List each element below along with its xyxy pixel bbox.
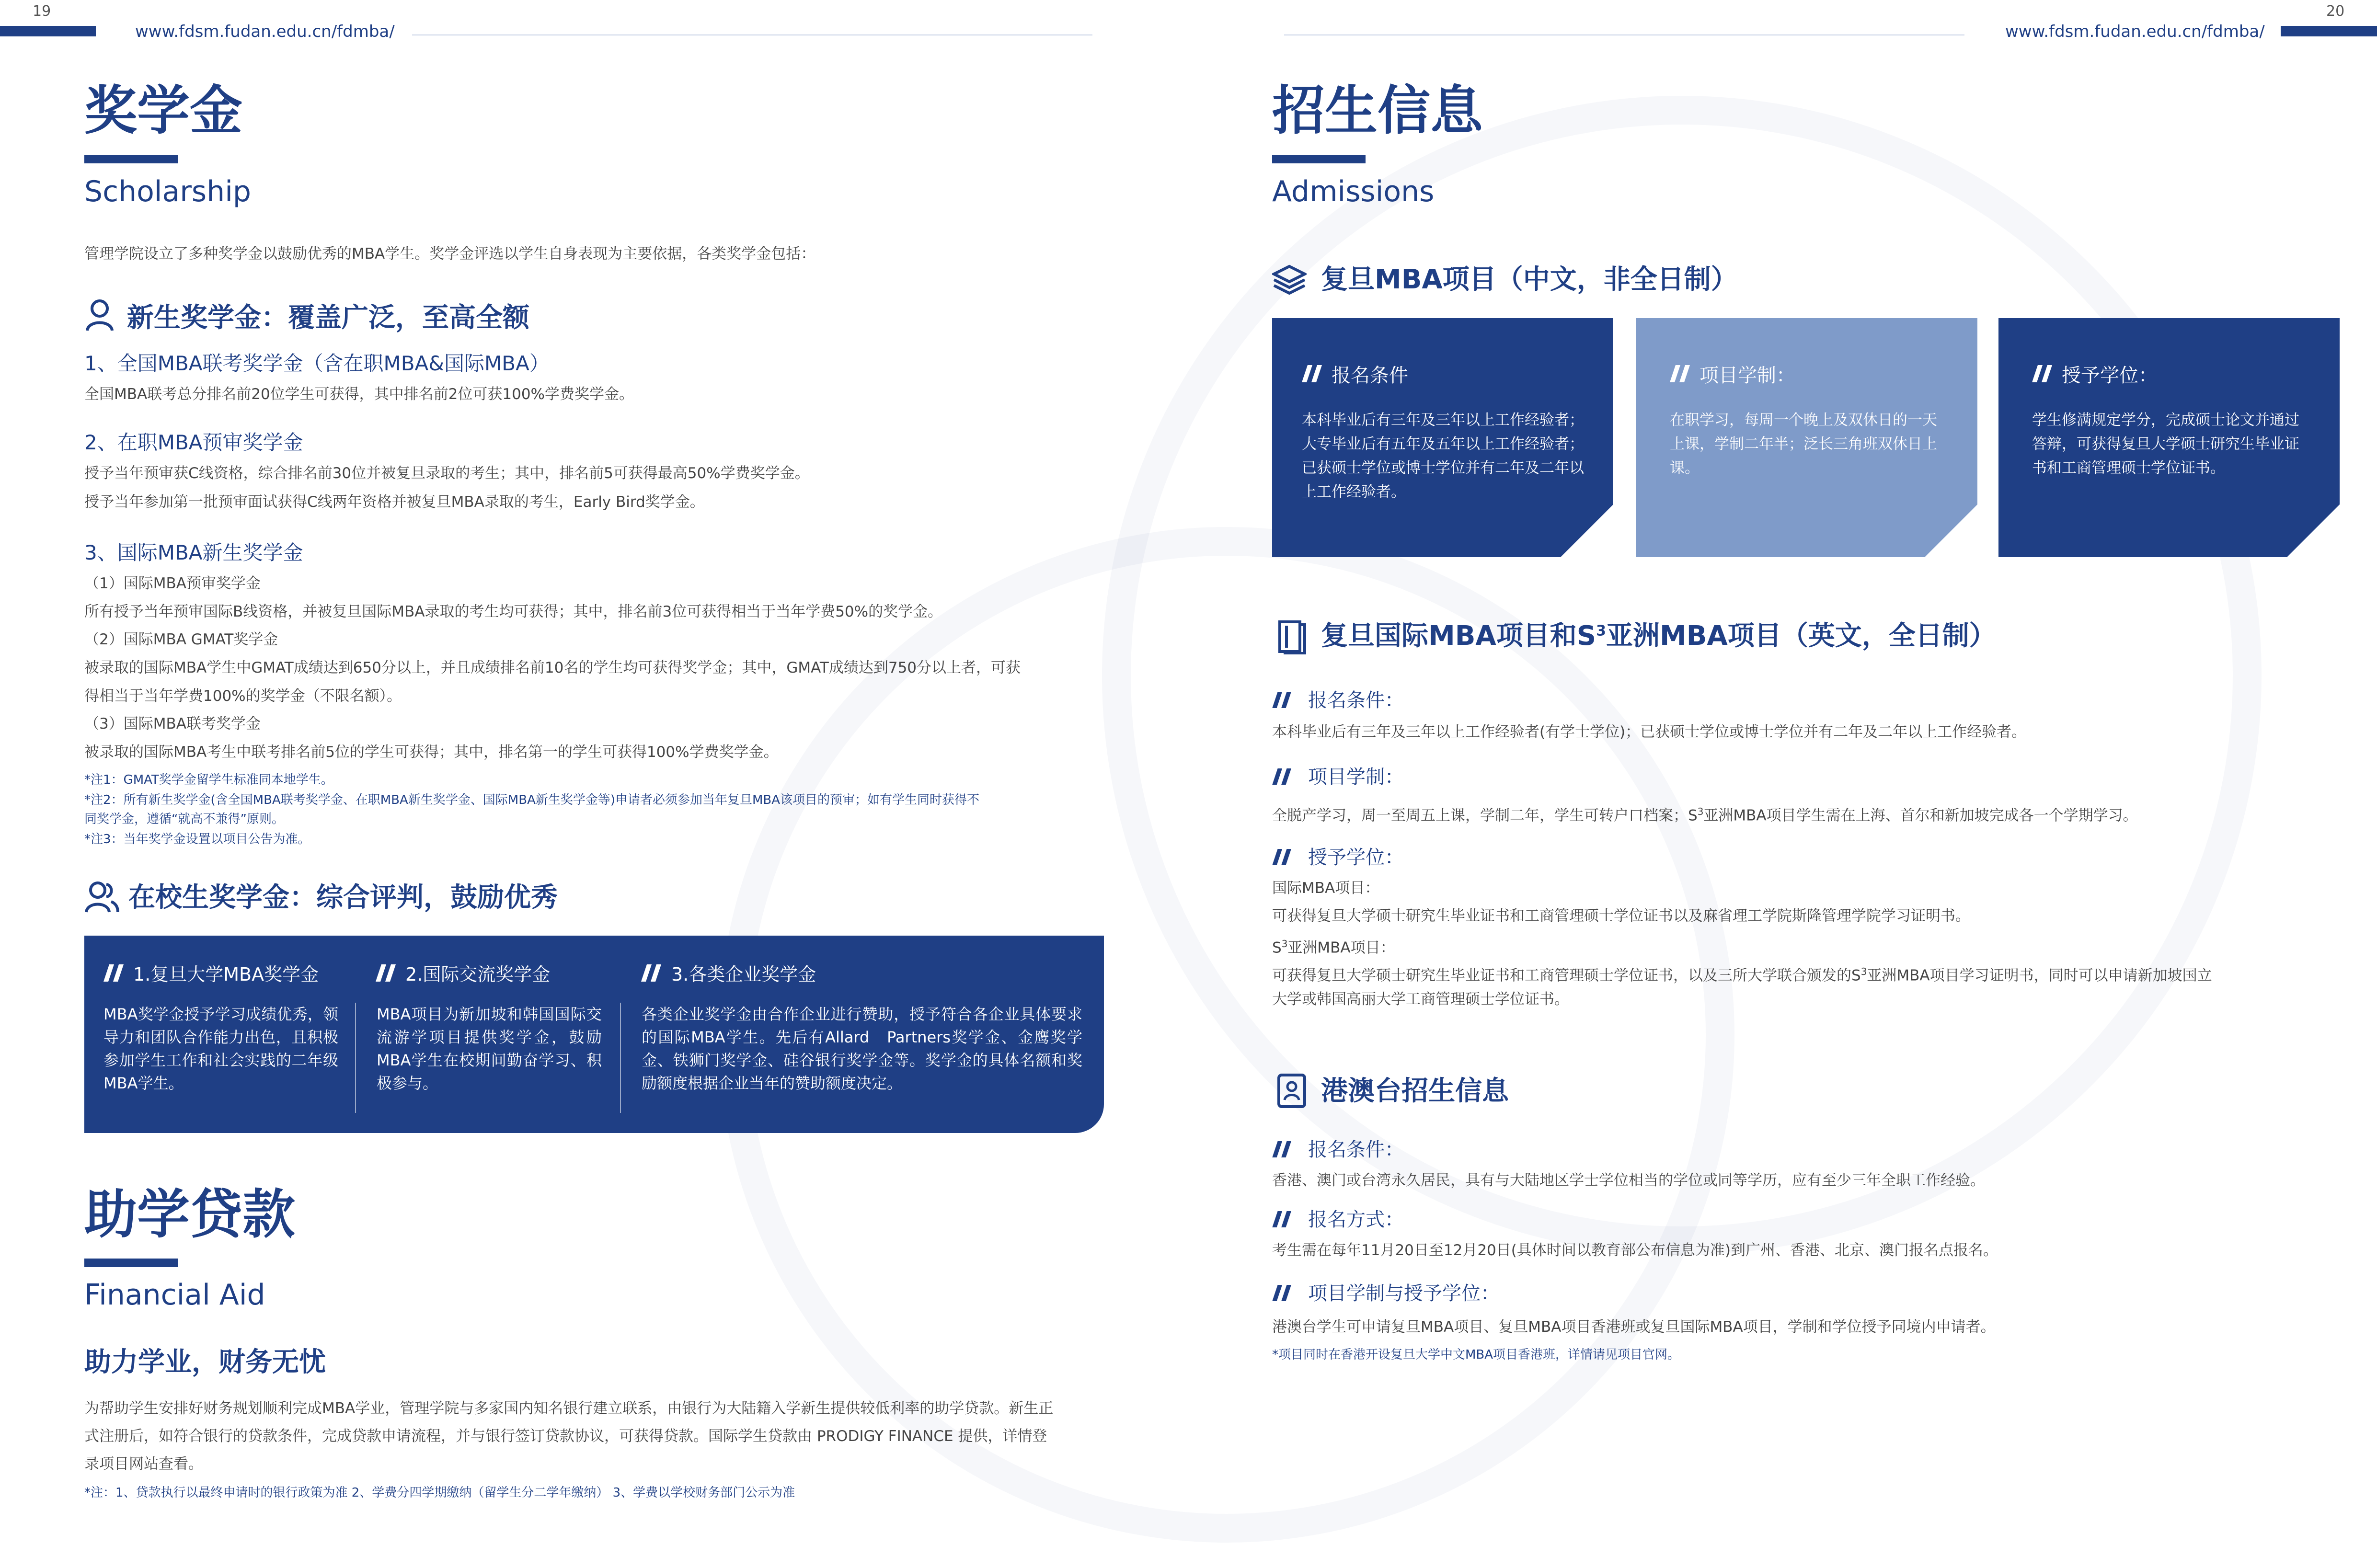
section-text: 授予当年参加第一批预审面试获得C线两年资格并被复旦MBA录取的考生，Early Bird奖学金。	[84, 493, 705, 511]
superscript: 3	[1697, 806, 1704, 817]
title-underline	[1272, 155, 1366, 163]
text-span: 可获得复旦大学硕士研究生毕业证书和工商管理硕士学位证书，以及三所大学联合颁发的S	[1272, 967, 1861, 984]
info-card	[1998, 318, 2340, 557]
column-title: 2.国际交流奖学金	[405, 964, 551, 985]
field-label: 报名方式：	[1308, 1209, 1404, 1231]
new-student-scholarship-heading: 新生奖学金：覆盖广泛，至高全额	[127, 302, 529, 333]
text-span: 亚洲MBA项目学生需在上海、首尔和新加坡完成各一个学期学习。	[1703, 807, 2138, 824]
financial-aid-paragraph: 为帮助学生安排好财务规划顺利完成MBA学业，管理学院与多家国内知名银行建立联系，由银行为大陆籍入学新生提供较低利率的助学贷款。新生正	[84, 1400, 1054, 1417]
slash-icon	[1302, 365, 1324, 382]
card-corner-notch	[1561, 504, 1613, 557]
field-text: 本科毕业后有三年及三年以上工作经验者(有学士学位)；已获硕士学位或博士学位并有二年及二年以上工作经验者。	[1272, 723, 2027, 741]
people-icon	[84, 881, 120, 914]
column-divider	[355, 1003, 356, 1113]
id-card-icon	[1277, 1073, 1307, 1109]
field-text: 考生需在每年11月20日至12月20日(具体时间以教育部公布信息为准)到广州、香港、北京、澳门报名点报名。	[1272, 1242, 1998, 1259]
section-text: 授予当年预审获C线资格，综合排名前30位并被复旦录取的考生；其中，排名前5可获得最高50%学费奖学金。	[84, 465, 810, 482]
slash-icon	[1272, 692, 1293, 708]
column-body: MBA奖学金授予学习成绩优秀，领导力和团队合作能力出色，且积极参加学生工作和社会实践的二年级MBA学生。	[103, 1005, 338, 1092]
text-span: 全脱产学习，周一至周五上课，学制二年，学生可转户口档案；S	[1272, 807, 1698, 824]
info-card	[1272, 318, 1613, 557]
section-title: 2、在职MBA预审奖学金	[84, 431, 303, 454]
sub-title: （3）国际MBA联考奖学金	[84, 715, 261, 732]
intl-program-heading	[1321, 620, 1996, 652]
header-divider-left	[412, 34, 1092, 35]
title-underline	[84, 1259, 178, 1267]
card-title: 报名条件	[1332, 365, 1408, 387]
cn-program-heading: 复旦MBA项目（中文，非全日制）	[1321, 264, 1738, 295]
slash-icon	[103, 964, 126, 982]
column-title: 3.各类企业奖学金	[671, 964, 816, 985]
field-text: 可获得复旦大学硕士研究生毕业证书和工商管理硕士学位证书以及麻省理工学院斯隆管理学院学习证明书。	[1272, 907, 1970, 925]
field-text: 大学或韩国高丽大学工商管理硕士学位证书。	[1272, 991, 1569, 1008]
header-tab-left	[0, 26, 96, 36]
superscript: 3	[1281, 938, 1288, 950]
layers-icon	[1272, 264, 1307, 296]
admissions-title: 招生信息	[1272, 80, 1483, 141]
header-tab-right	[2281, 26, 2377, 36]
column-body: 各类企业奖学金由合作企业进行赞助，授予符合各企业具体要求的国际MBA学生。先后有Allard Partners奖学金、金鹰奖学金、铁狮门奖学金、硅谷银行奖学金等。奖学金的具体名额和奖励额度根据企业当年的赞助额度决定。	[642, 1005, 1082, 1092]
column-divider	[620, 1003, 621, 1113]
hk-program-note: *项目同时在香港开设复旦大学中文MBA项目香港班，详情请见项目官网。	[1272, 1348, 1680, 1362]
section-title: 3、国际MBA新生奖学金	[84, 541, 303, 564]
field-label: 授予学位：	[1308, 847, 1404, 869]
card-body: 本科毕业后有三年及三年以上工作经验者；大专毕业后有五年及五年以上工作经验者；已获硕士学位或博士学位并有二年及二年以上工作经验者。	[1302, 412, 1584, 501]
slash-icon	[1670, 365, 1692, 382]
sub-title: （2）国际MBA GMAT奖学金	[84, 631, 278, 648]
field-label: 项目学制：	[1308, 766, 1404, 788]
current-student-scholarship-panel	[84, 936, 1104, 1133]
financial-aid-title: 助学贷款	[84, 1184, 295, 1245]
field-label: 项目学制与授予学位：	[1308, 1282, 1500, 1305]
column-title: 1.复旦大学MBA奖学金	[133, 964, 319, 985]
heading-text: 亚洲MBA项目（英文，全日制）	[1606, 620, 1996, 652]
title-underline	[84, 155, 178, 163]
hk-program-heading: 港澳台招生信息	[1321, 1076, 1509, 1107]
section-text: 被录取的国际MBA学生中GMAT成绩达到650分以上，并且成绩排名前10名的学生均可获得奖学金；其中，GMAT成绩达到750分以上者，可获	[84, 659, 1021, 676]
field-label: 报名条件：	[1308, 1139, 1404, 1161]
person-icon	[84, 299, 118, 332]
field-text	[1272, 797, 2138, 830]
card-title: 项目学制：	[1699, 365, 1795, 387]
footnote: *注3：当年奖学金设置以项目公告为准。	[84, 832, 310, 847]
field-text: 香港、澳门或台湾永久居民，具有与大陆地区学士学位相当的学位或同等学历，应有至少三年全职工作经验。	[1272, 1172, 1985, 1189]
text-span: S	[1272, 939, 1282, 957]
field-text: 港澳台学生可申请复旦MBA项目、复旦MBA项目香港班或复旦国际MBA项目，学制和学位授予同境内申请者。	[1272, 1318, 1996, 1336]
scholarship-title: 奖学金	[84, 80, 242, 141]
section-text: 全国MBA联考总分排名前20位学生可获得，其中排名前2位可获100%学费奖学金。	[84, 386, 634, 403]
section-text: 所有授予当年预审国际B线资格，并被复旦国际MBA录取的考生均可获得；其中，排名前3位可获得相当于当年学费50%的奖学金。	[84, 603, 943, 620]
slash-icon	[1272, 849, 1293, 865]
financial-aid-heading: 助力学业，财务无忧	[84, 1347, 326, 1378]
footnote: *注1：GMAT奖学金留学生标准同本地学生。	[84, 773, 333, 787]
financial-aid-note: *注：1、贷款执行以最终申请时的银行政策为准 2、学费分四学期缴纳（留学生分二学年缴纳） 3、学费以学校财务部门公示为准	[84, 1486, 795, 1500]
section-text: 得相当于当年学费100%的奖学金（不限名额）。	[84, 687, 402, 705]
footnote: *注2：所有新生奖学金(含全国MBA联考奖学金、在职MBA新生奖学金、国际MBA新生奖学金等)申请者必须参加当年复旦MBA该项目的预审；如有学生同时获得不	[84, 793, 980, 807]
card-body: 学生修满规定学分，完成硕士论文并通过答辩，可获得复旦大学硕士研究生毕业证书和工商管理硕士学位证书。	[2032, 412, 2299, 477]
admissions-subtitle: Admissions	[1272, 175, 1435, 208]
text-span: 亚洲MBA项目学习证明书，同时可以申请新加坡国立	[1867, 967, 2212, 984]
sub-title: 国际MBA项目：	[1272, 880, 1380, 897]
field-label: 报名条件：	[1308, 689, 1404, 711]
slash-icon	[376, 964, 398, 982]
financial-aid-subtitle: Financial Aid	[84, 1278, 265, 1312]
page-number-left: 19	[33, 3, 51, 20]
slash-icon	[1272, 1141, 1293, 1157]
card-corner-notch	[2287, 504, 2340, 557]
financial-aid-paragraph: 录项目网站查看。	[84, 1455, 203, 1473]
header-url-right[interactable]: www.fdsm.fudan.edu.cn/fdmba/	[2005, 22, 2265, 41]
card-body: 在职学习，每周一个晚上及双休日的一天上课，学制二年半；泛长三角班双休日上课。	[1670, 412, 1937, 477]
financial-aid-paragraph: 式注册后，如符合银行的贷款条件，完成贷款申请流程，并与银行签订贷款协议，可获得贷款。国际学生贷款由 PRODIGY FINANCE 提供，详情登	[84, 1428, 1047, 1445]
superscript: 3	[1596, 622, 1606, 640]
current-student-scholarship-heading: 在校生奖学金：综合评判，鼓励优秀	[128, 882, 558, 913]
slash-icon	[2032, 365, 2054, 382]
heading-text: 复旦国际MBA项目和S	[1321, 620, 1596, 652]
slash-icon	[1272, 1285, 1293, 1301]
text-span: 亚洲MBA项目：	[1287, 939, 1395, 957]
section-text: 被录取的国际MBA考生中联考排名前5位的学生可获得；其中，排名第一的学生可获得100%学费奖学金。	[84, 744, 779, 761]
header-url-left[interactable]: www.fdsm.fudan.edu.cn/fdmba/	[135, 22, 395, 41]
slash-icon	[641, 964, 663, 982]
book-icon	[1277, 619, 1308, 654]
card-title: 授予学位：	[2062, 365, 2158, 387]
column-body: MBA项目为新加坡和韩国国际交流游学项目提供奖学金，鼓励MBA学生在校期间勤奋学习、积极参与。	[377, 1005, 602, 1092]
footnote: 同奖学金，遵循“就高不兼得”原则。	[84, 812, 284, 826]
info-card	[1636, 318, 1977, 557]
slash-icon	[1272, 768, 1293, 785]
slash-icon	[1272, 1211, 1293, 1227]
scholarship-intro: 管理学院设立了多种奖学金以鼓励优秀的MBA学生。奖学金评选以学生自身表现为主要依据，各类奖学金包括：	[84, 245, 816, 263]
page-number-right: 20	[2326, 3, 2345, 20]
superscript: 3	[1860, 966, 1867, 977]
sub-title: （1）国际MBA预审奖学金	[84, 575, 261, 592]
section-title: 1、全国MBA联考奖学金（含在职MBA&国际MBA）	[84, 352, 550, 375]
card-corner-notch	[1925, 504, 1977, 557]
scholarship-subtitle: Scholarship	[84, 175, 251, 208]
header-divider-right	[1284, 34, 1964, 35]
